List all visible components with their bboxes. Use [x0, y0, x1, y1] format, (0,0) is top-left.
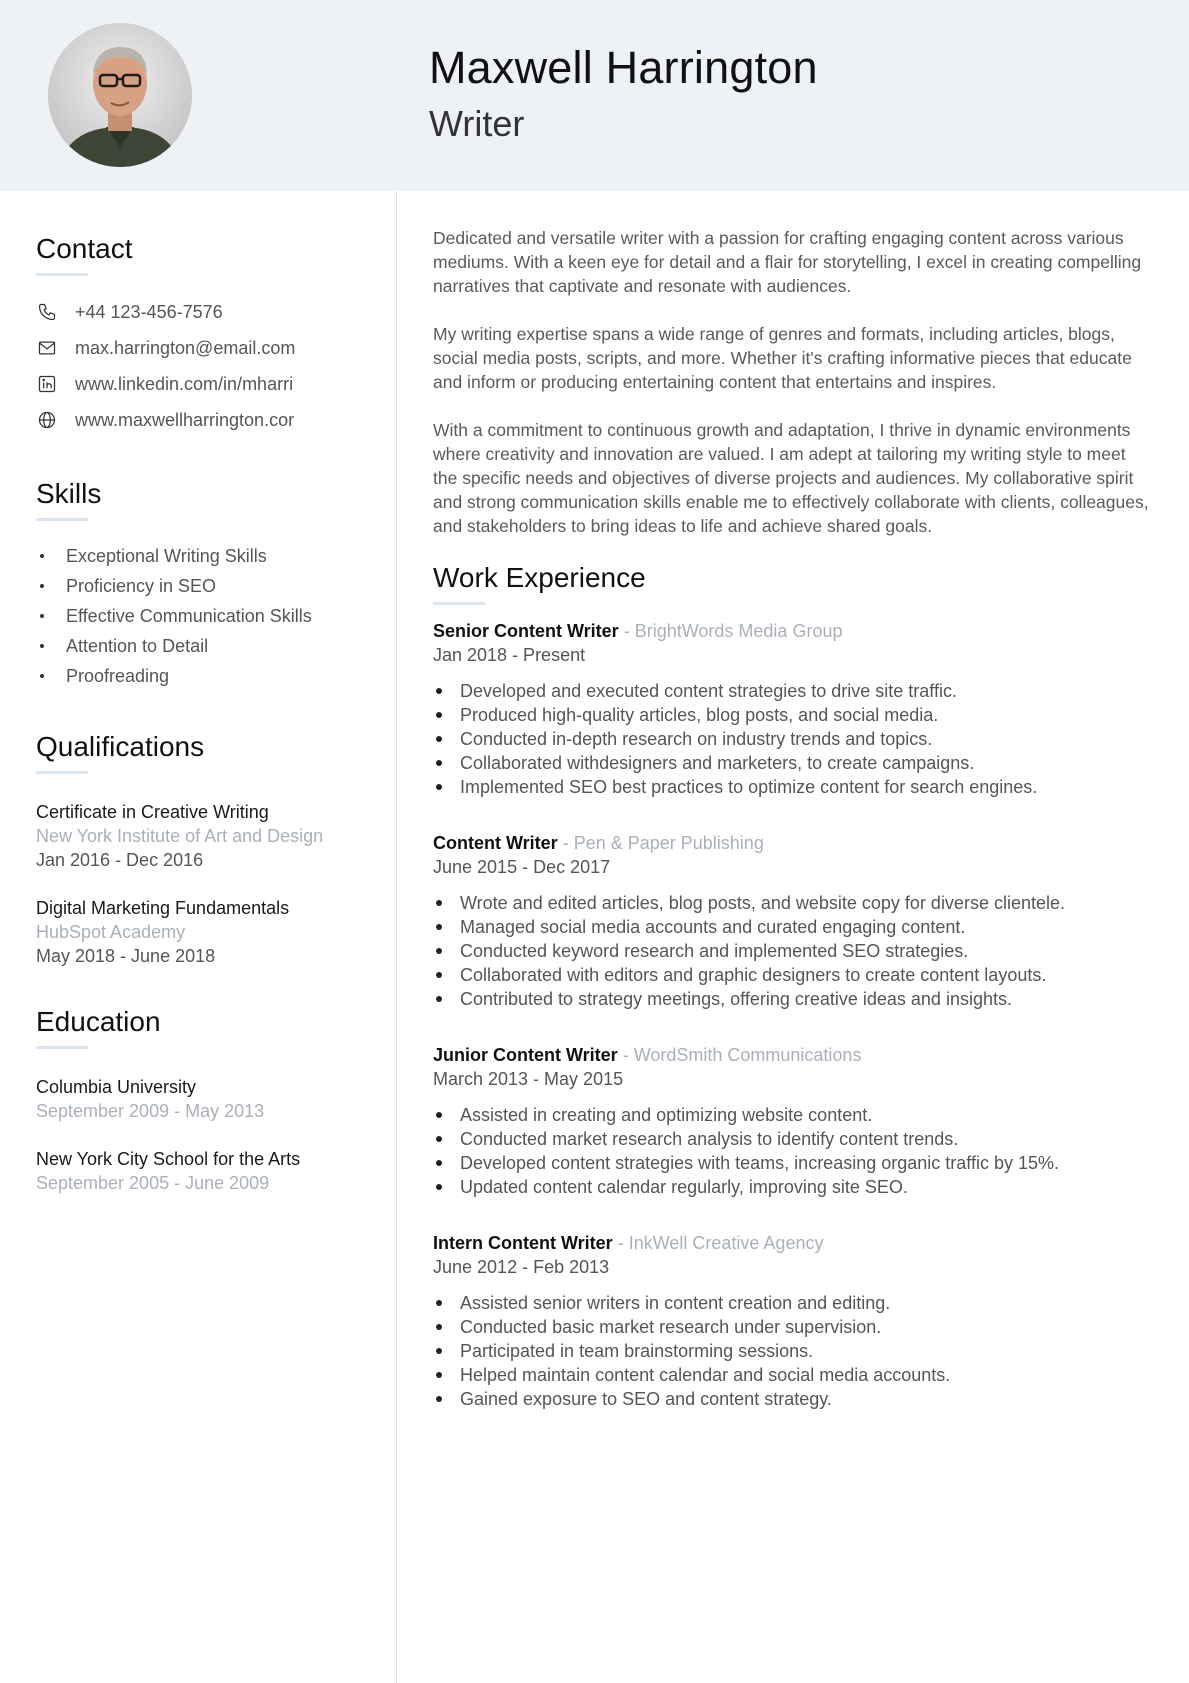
bullet-icon	[436, 712, 442, 718]
section-title: Qualifications	[36, 731, 205, 762]
skill-item: Proficiency in SEO	[36, 571, 386, 601]
contact-phone: +44 123-456-7576	[36, 294, 386, 330]
avatar	[48, 23, 192, 167]
bullet-icon	[436, 1324, 442, 1330]
job-date: Jan 2018 - Present	[433, 645, 586, 665]
mail-icon	[36, 337, 58, 359]
globe-icon	[36, 409, 58, 431]
summary-paragraph: With a commitment to continuous growth and adaptation, I thrive in dynamic environments where creativity and innovation are valued. I am adept at tailoring my writing style to meet the specific needs and objectives of diverse projects and audiences. My collaborative spirit and strong communication skills enable me to effectively collaborate with clients, colleagues, and stakeholders to bring ideas to life and achieve shared goals.	[433, 420, 1149, 536]
summary-paragraph: Dedicated and versatile writer with a passion for crafting engaging content across various mediums. With a keen eye for detail and a flair for storytelling, I excel in creating compelling narratives that captivate and resonate with audiences.	[433, 228, 1142, 296]
section-underline	[36, 518, 88, 521]
bullet-icon	[436, 1160, 442, 1166]
section-underline	[36, 273, 88, 276]
bullet-icon	[436, 1396, 442, 1402]
bullet-icon	[436, 1372, 442, 1378]
bullet-icon	[40, 644, 44, 648]
bullet-icon	[436, 1300, 442, 1306]
main-column	[433, 226, 1153, 1411]
skill-item: Effective Communication Skills	[36, 601, 386, 631]
section-title: Education	[36, 1006, 161, 1037]
contact-website: www.maxwellharrington.cor	[36, 402, 386, 438]
job-title: Intern Content Writer	[433, 1233, 613, 1253]
job-bullet: Produced high-quality articles, blog posts, and social media.	[433, 703, 1153, 727]
skill-item: Exceptional Writing Skills	[36, 541, 386, 571]
section-title: Skills	[36, 478, 102, 509]
summary-paragraph: My writing expertise spans a wide range of genres and formats, including articles, blogs, social media posts, scripts, and more. Whether it's crafting informative pieces that educate and inform or producing entertaining content that entertains and inspires.	[433, 324, 1132, 392]
job-title: Junior Content Writer	[433, 1045, 618, 1065]
bullet-icon	[436, 1184, 442, 1190]
job-bullet: Conducted basic market research under supervision.	[433, 1315, 1153, 1339]
column-divider	[396, 191, 397, 1683]
bullet-icon	[436, 1136, 442, 1142]
job-bullet: Conducted market research analysis to identify content trends.	[433, 1127, 1153, 1151]
job-bullet: Wrote and edited articles, blog posts, and website copy for diverse clientele.	[433, 891, 1153, 915]
company-name: BrightWords Media Group	[634, 621, 843, 641]
person-name: Maxwell Harrington	[429, 42, 818, 93]
contact-section	[36, 233, 386, 438]
bullet-icon	[436, 1112, 442, 1118]
job-entry: Content Writer - Pen & Paper Publishing June 2015 - Dec 2017 Wrote and edited articles, blog posts, and website copy for diverse clientele. Managed social media accounts and curated engaging content. Conducted keyword research and implemented SEO strategies. Collaborated with editors and graphic designers to create content layouts. Contributed to strategy meetings, offering creative ideas and insights.	[433, 831, 1153, 1011]
job-bullet: Participated in team brainstorming sessions.	[433, 1339, 1153, 1363]
bullet-icon	[436, 972, 442, 978]
work-section	[433, 562, 1153, 1411]
job-title: Senior Content Writer	[433, 621, 619, 641]
job-bullet: Conducted in-depth research on industry trends and topics.	[433, 727, 1153, 751]
linkedin-icon	[36, 373, 58, 395]
bullet-icon	[40, 614, 44, 618]
education-item: New York City School for the Arts September 2005 - June 2009	[36, 1149, 301, 1193]
contact-email: max.harrington@email.com	[36, 330, 386, 366]
job-bullet: Managed social media accounts and curated engaging content.	[433, 915, 1153, 939]
job-date: June 2015 - Dec 2017	[433, 857, 611, 877]
job-bullet: Assisted in creating and optimizing website content.	[433, 1103, 1153, 1127]
job-date: June 2012 - Feb 2013	[433, 1257, 610, 1277]
contact-linkedin: www.linkedin.com/in/mharri	[36, 366, 386, 402]
job-bullet: Contributed to strategy meetings, offering creative ideas and insights.	[433, 987, 1153, 1011]
education-item: Columbia University September 2009 - May 2013	[36, 1077, 265, 1121]
profile-photo	[48, 23, 192, 167]
sidebar	[36, 191, 386, 1195]
bullet-icon	[436, 784, 442, 790]
skill-item: Proofreading	[36, 661, 386, 691]
job-role: Writer	[429, 103, 525, 144]
job-bullet: Conducted keyword research and implemented SEO strategies.	[433, 939, 1153, 963]
section-underline	[36, 1046, 88, 1049]
job-date: March 2013 - May 2015	[433, 1069, 624, 1089]
job-bullet: Implemented SEO best practices to optimize content for search engines.	[433, 775, 1153, 799]
company-name: Pen & Paper Publishing	[573, 833, 764, 853]
qualification-item: Certificate in Creative Writing New York Institute of Art and Design Jan 2016 - Dec 2016	[36, 802, 324, 870]
qualification-item: Digital Marketing Fundamentals HubSpot Academy May 2018 - June 2018	[36, 898, 290, 966]
section-underline	[36, 771, 88, 774]
bullet-icon	[436, 996, 442, 1002]
bullet-icon	[436, 736, 442, 742]
job-title: Content Writer	[433, 833, 558, 853]
section-title: Work Experience	[433, 562, 646, 593]
bullet-icon	[40, 674, 44, 678]
company-name: WordSmith Communications	[633, 1045, 862, 1065]
section-underline	[433, 602, 485, 605]
section-title: Contact	[36, 233, 133, 264]
bullet-icon	[436, 948, 442, 954]
header-band	[0, 0, 1189, 191]
bullet-icon	[40, 584, 44, 588]
bullet-icon	[436, 900, 442, 906]
bullet-icon	[436, 688, 442, 694]
bullet-icon	[436, 1348, 442, 1354]
job-bullet: Gained exposure to SEO and content strategy.	[433, 1387, 1153, 1411]
job-bullet: Collaborated with editors and graphic designers to create content layouts.	[433, 963, 1153, 987]
job-entry: Intern Content Writer - InkWell Creative Agency June 2012 - Feb 2013 Assisted senior writers in content creation and editing. Conducted basic market research under supervision. Participated in team brainstorming sessions. Helped maintain content calendar and social media accounts. Gained exposure to SEO and content strategy.	[433, 1231, 1153, 1411]
job-bullet: Helped maintain content calendar and social media accounts.	[433, 1363, 1153, 1387]
company-name: InkWell Creative Agency	[628, 1233, 824, 1253]
job-bullet: Collaborated withdesigners and marketers, to create campaigns.	[433, 751, 1153, 775]
job-bullet: Developed and executed content strategies to drive site traffic.	[433, 679, 1153, 703]
bullet-icon	[40, 554, 44, 558]
qualifications-section	[36, 731, 386, 968]
bullet-icon	[436, 924, 442, 930]
bullet-icon	[436, 760, 442, 766]
job-bullet: Updated content calendar regularly, improving site SEO.	[433, 1175, 1153, 1199]
phone-icon	[36, 301, 58, 323]
skill-item: Attention to Detail	[36, 631, 386, 661]
job-bullet: Developed content strategies with teams, increasing organic traffic by 15%.	[433, 1151, 1153, 1175]
education-section	[36, 1006, 386, 1195]
job-entry: Junior Content Writer - WordSmith Communications March 2013 - May 2015 Assisted in creating and optimizing website content. Conducted market research analysis to identify content trends. Developed content strategies with teams, increasing organic traffic by 15%. Updated content calendar regularly, improving site SEO.	[433, 1043, 1153, 1199]
job-bullet: Assisted senior writers in content creation and editing.	[433, 1291, 1153, 1315]
job-entry: Senior Content Writer - BrightWords Media Group Jan 2018 - Present Developed and executed content strategies to drive site traffic. Produced high-quality articles, blog posts, and social media. Conducted in-depth research on industry trends and topics. Collaborated withdesigners and marketers, to create campaigns. Implemented SEO best practices to optimize content for search engines.	[433, 619, 1153, 799]
skills-section	[36, 478, 386, 691]
summary	[433, 226, 1153, 538]
